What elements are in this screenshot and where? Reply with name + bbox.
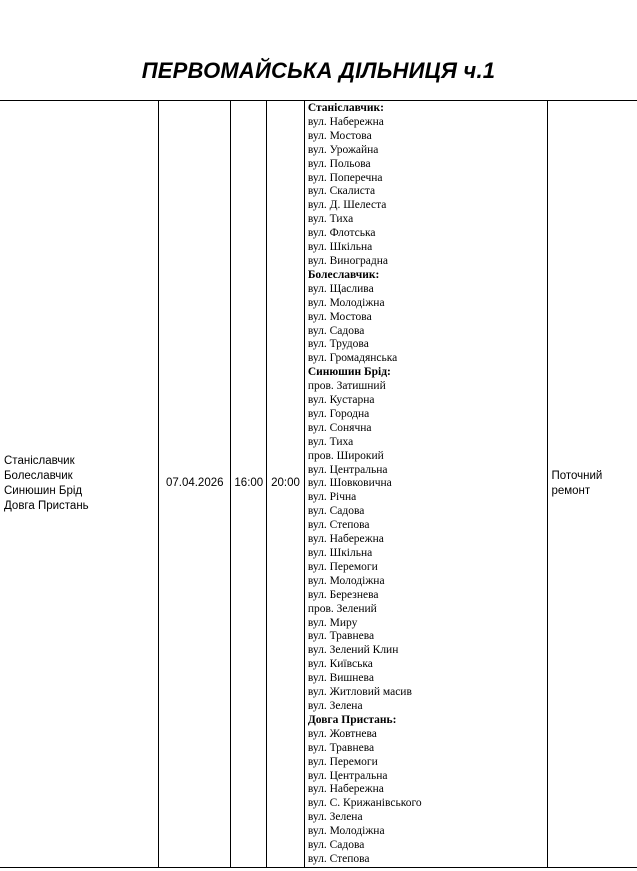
street-item: вул. Тиха <box>307 213 354 226</box>
street-item: вул. Зелена <box>307 811 363 824</box>
street-item: вул. Мостова <box>307 129 372 142</box>
work-type-cell <box>548 101 637 868</box>
street-item: вул. Центральна <box>307 463 388 476</box>
street-item: вул. Садова <box>307 505 365 518</box>
street-item: вул. Флотська <box>307 227 376 240</box>
street-item: вул. С. Крижанівського <box>307 797 422 810</box>
street-item: вул. Городна <box>307 407 370 420</box>
street-item: вул. Степова <box>307 519 370 532</box>
settlement-group-title: Болеславчик: <box>307 268 380 281</box>
street-item: вул. Травнева <box>307 630 375 643</box>
street-item: вул. Миру <box>307 616 358 629</box>
street-item: вул. Набережна <box>307 783 384 796</box>
table-row <box>0 101 637 868</box>
street-item: вул. Громадянська <box>307 352 398 365</box>
street-item: вул. Молодіжна <box>307 825 385 838</box>
outage-schedule-table <box>0 100 637 868</box>
street-item: пров. Зелений <box>307 602 377 615</box>
street-item: вул. Житловий масив <box>307 686 412 699</box>
settlements-cell <box>0 101 159 868</box>
street-item: вул. Щаслива <box>307 282 374 295</box>
street-item: вул. Садова <box>307 324 365 337</box>
street-item: вул. Виноградна <box>307 254 389 267</box>
street-item: вул. Річна <box>307 491 357 504</box>
street-item: вул. Поперечна <box>307 171 383 184</box>
street-item: вул. Кустарна <box>307 394 375 407</box>
street-item: вул. Шовковична <box>307 477 392 490</box>
street-item: вул. Шкільна <box>307 241 373 254</box>
streets-cell <box>304 101 548 868</box>
street-item: вул. Д. Шелеста <box>307 199 387 212</box>
work-type: Поточний ремонт <box>551 469 603 497</box>
street-item: вул. Київська <box>307 658 373 671</box>
settlement-group-title: Синюшин Брід: <box>307 366 391 379</box>
settlement-group-title: Станіславчик: <box>307 102 384 114</box>
street-item: вул. Перемоги <box>307 560 378 573</box>
street-item: вул. Перемоги <box>307 755 378 768</box>
settlement-name: Довга Пристань <box>4 499 89 512</box>
settlement-name: Болеславчик <box>4 469 73 482</box>
date-cell: 07.04.2026 <box>159 101 231 868</box>
street-item: вул. Польова <box>307 157 371 170</box>
streets-list <box>305 101 548 867</box>
street-item: вул. Зелений Клин <box>307 644 399 657</box>
street-item: вул. Степова <box>307 852 370 865</box>
street-item: вул. Урожайна <box>307 143 379 156</box>
street-item: вул. Молодіжна <box>307 296 385 309</box>
end-time-cell: 20:00 <box>267 101 305 868</box>
street-item: вул. Мостова <box>307 310 372 323</box>
settlement-group-title: Довга Пристань: <box>307 713 397 726</box>
street-item: вул. Жовтнева <box>307 727 377 740</box>
street-item: вул. Березнева <box>307 588 379 601</box>
street-item: вул. Вишнева <box>307 672 374 685</box>
street-item: пров. Широкий <box>307 449 384 462</box>
street-item: вул. Набережна <box>307 533 384 546</box>
settlement-name: Синюшин Брід <box>4 484 83 497</box>
street-item: вул. Трудова <box>307 338 369 351</box>
street-item: вул. Скалиста <box>307 185 376 198</box>
street-item: пров. Затишний <box>307 380 386 393</box>
street-item: вул. Тиха <box>307 435 354 448</box>
settlement-name: Станіславчик <box>4 454 75 467</box>
street-item: вул. Центральна <box>307 769 388 782</box>
street-item: вул. Шкільна <box>307 547 373 559</box>
start-time-cell: 16:00 <box>231 101 267 868</box>
street-item: вул. Сонячна <box>307 421 372 434</box>
page-title: ПЕРВОМАЙСЬКА ДІЛЬНИЦЯ ч.1 <box>141 58 496 83</box>
street-item: вул. Садова <box>307 839 365 852</box>
street-item: вул. Травнева <box>307 741 375 754</box>
street-item: вул. Зелена <box>307 699 363 712</box>
street-item: вул. Молодіжна <box>307 574 385 587</box>
street-item: вул. Набережна <box>307 115 384 128</box>
